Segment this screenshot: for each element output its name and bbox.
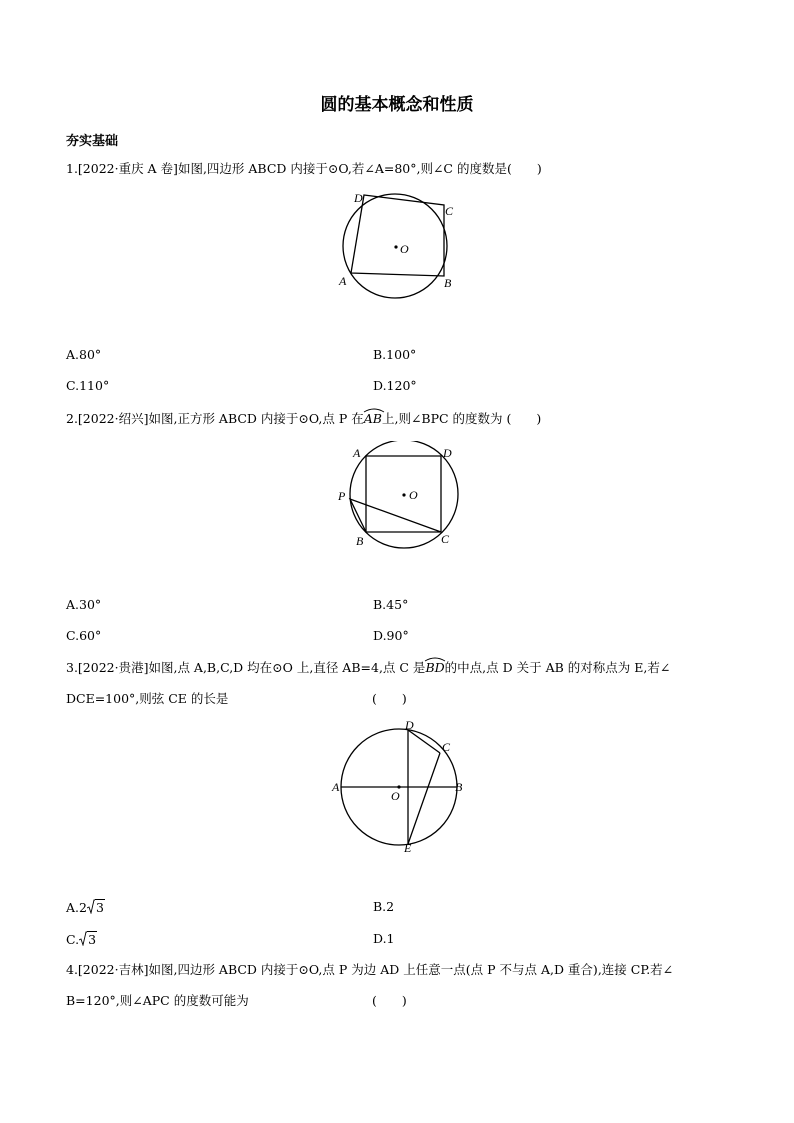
q1-option-a: A.80° — [66, 347, 102, 362]
q2-option-d: D.90° — [373, 628, 409, 643]
label-a: A — [332, 780, 340, 794]
section-heading: 夯实基础 — [66, 134, 119, 149]
question-2-stem-suffix: 上,则∠BPC 的度数为 ( ) — [381, 411, 542, 426]
question-3-answer-bracket: ( ) — [372, 691, 407, 706]
label-p: P — [338, 489, 346, 503]
q3-option-c: C. 3 — [66, 932, 97, 947]
sqrt-expression: 3 — [79, 931, 97, 947]
question-3-line-1 — [66, 659, 670, 677]
label-c: C — [441, 532, 450, 546]
q2-option-b: B.45° — [373, 597, 409, 612]
center-point — [394, 245, 397, 248]
label-b: B — [455, 780, 463, 794]
label-d: D — [405, 718, 414, 732]
q1-option-c: C.110° — [66, 378, 110, 393]
q3-option-d: D.1 — [373, 931, 395, 946]
arc-mark — [424, 656, 446, 662]
label-a: A — [339, 274, 347, 288]
question-1-stem: 1.[2022·重庆 A 卷]如图,四边形 ABCD 内接于⊙O,若∠A=80°,则∠C 的度数是( ) — [66, 161, 542, 176]
question-4-answer-bracket: ( ) — [372, 993, 407, 1008]
question-1-figure — [330, 186, 460, 304]
question-2-stem — [66, 410, 541, 428]
label-o: O — [391, 789, 400, 803]
q3-option-b: B.2 — [373, 899, 395, 914]
question-3-line-2: DCE=100°,则弦 CE 的长是 — [66, 691, 229, 706]
q1-option-b: B.100° — [373, 347, 417, 362]
page-title: 圆的基本概念和性质 — [320, 95, 474, 115]
label-d: D — [354, 191, 363, 205]
question-3-line-1-prefix: 3.[2022·贵港]如图,点 A,B,C,D 均在⊙O 上,直径 AB=4,点 C 是 — [66, 660, 426, 675]
label-b: B — [444, 276, 452, 290]
label-c: C — [442, 740, 451, 754]
segments-pb-pc — [350, 499, 441, 532]
q3-option-a: A.2 3 — [66, 900, 104, 915]
question-3-line-1-suffix: 的中点,点 D 关于 AB 的对称点为 E,若∠ — [444, 660, 671, 675]
question-2-stem-prefix: 2.[2022·绍兴]如图,正方形 ABCD 内接于⊙O,点 P 在 — [66, 411, 364, 426]
question-4-line-2: B=120°,则∠APC 的度数可能为 — [66, 993, 249, 1008]
sqrt-expression: 3 — [87, 899, 105, 915]
arc-mark — [363, 407, 385, 413]
question-3-figure — [328, 716, 473, 856]
label-a: A — [353, 446, 361, 460]
center-point — [402, 493, 405, 496]
radical-sign — [79, 931, 87, 946]
label-d: D — [443, 446, 452, 460]
q1-option-d: D.120° — [373, 378, 417, 393]
arc-ab-notation: AB — [364, 410, 382, 428]
label-b: B — [356, 534, 364, 548]
question-2-figure — [330, 441, 465, 551]
chord-ce — [408, 753, 440, 844]
label-o: O — [400, 242, 409, 256]
label-o: O — [409, 488, 418, 502]
label-c: C — [445, 204, 454, 218]
label-e: E — [404, 841, 412, 855]
question-4-line-1: 4.[2022·吉林]如图,四边形 ABCD 内接于⊙O,点 P 为边 AD 上任意一点(点 P 不与点 A,D 重合),连接 CP.若∠ — [66, 962, 674, 977]
arc-bd-notation: BD — [425, 659, 444, 677]
q2-option-c: C.60° — [66, 628, 102, 643]
q2-option-a: A.30° — [66, 597, 102, 612]
radical-sign — [87, 899, 95, 914]
